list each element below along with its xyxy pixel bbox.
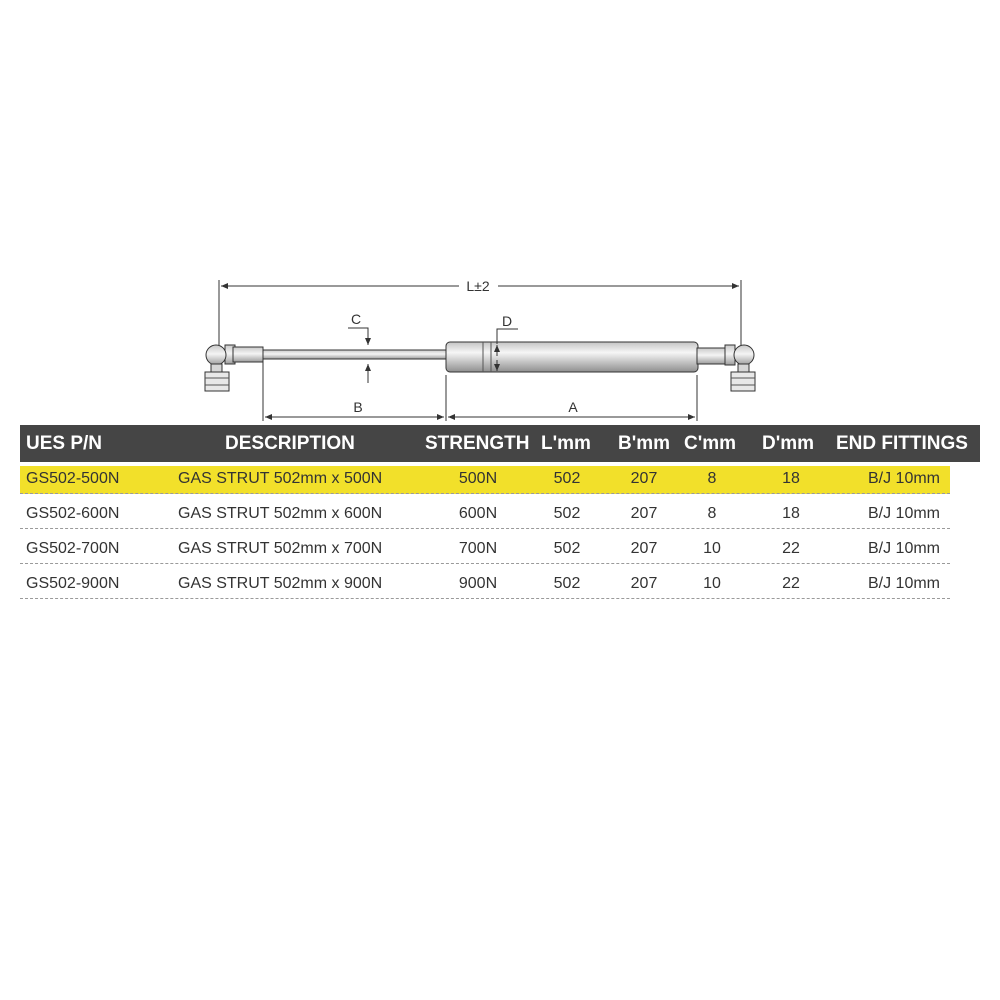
- cell-part-number: GS502-600N: [26, 505, 120, 522]
- cell-c-mm: 8: [707, 470, 717, 487]
- cell-description: GAS STRUT 502mm x 600N: [178, 505, 383, 522]
- left-ball-joint: [205, 345, 263, 391]
- table-row: [20, 567, 980, 602]
- table-row: [20, 532, 980, 567]
- dimension-L-label: L±2: [466, 278, 490, 294]
- dimension-L: [219, 278, 741, 345]
- header-end-fittings: END FITTINGS: [836, 433, 968, 454]
- cell-c-mm: 10: [703, 575, 721, 592]
- row-divider: [20, 598, 950, 599]
- row-divider: [20, 563, 950, 564]
- table-row: [20, 462, 980, 497]
- cell-c-mm: 8: [707, 505, 717, 522]
- cell-strength: 500N: [458, 470, 498, 487]
- header-description: DESCRIPTION: [225, 433, 355, 454]
- gas-strut-diagram: [0, 0, 1000, 425]
- cell-l-mm: 502: [553, 470, 581, 487]
- right-ball-joint: [697, 345, 755, 391]
- row-divider: [20, 493, 950, 494]
- cell-end-fittings: B/J 10mm: [867, 470, 941, 487]
- header-b-mm: B'mm: [618, 433, 671, 454]
- dimension-C-label: C: [350, 311, 362, 327]
- cell-end-fittings: B/J 10mm: [867, 540, 941, 557]
- cell-description: GAS STRUT 502mm x 500N: [178, 470, 383, 487]
- cell-description: GAS STRUT 502mm x 900N: [178, 575, 383, 592]
- cell-part-number: GS502-900N: [26, 575, 120, 592]
- dimension-C: [348, 311, 368, 383]
- cell-description: GAS STRUT 502mm x 700N: [178, 540, 383, 557]
- cell-strength: 600N: [458, 505, 498, 522]
- dimension-D-label: D: [501, 313, 513, 329]
- cell-strength: 700N: [458, 540, 498, 557]
- cell-l-mm: 502: [553, 540, 581, 557]
- cell-end-fittings: B/J 10mm: [867, 575, 941, 592]
- cell-d-mm: 18: [782, 470, 800, 487]
- dimension-A-label: A: [568, 399, 578, 415]
- cell-part-number: GS502-700N: [26, 540, 120, 557]
- cell-part-number: GS502-500N: [26, 470, 120, 487]
- header-part-number: UES P/N: [26, 433, 103, 454]
- cell-l-mm: 502: [553, 505, 581, 522]
- cell-end-fittings: B/J 10mm: [867, 505, 941, 522]
- piston-rod: [263, 350, 448, 359]
- header-c-mm: C'mm: [684, 433, 737, 454]
- cell-b-mm: 207: [630, 470, 658, 487]
- spec-table: [20, 425, 980, 602]
- cell-b-mm: 207: [630, 575, 658, 592]
- cell-c-mm: 10: [703, 540, 721, 557]
- cell-d-mm: 22: [782, 575, 800, 592]
- header-d-mm: D'mm: [762, 433, 815, 454]
- table-row: [20, 497, 980, 532]
- dimension-B-label: B: [353, 399, 363, 415]
- cell-b-mm: 207: [630, 505, 658, 522]
- cylinder-body: [446, 342, 698, 372]
- cell-d-mm: 22: [782, 540, 800, 557]
- table-header: [20, 425, 980, 462]
- row-divider: [20, 528, 950, 529]
- cell-l-mm: 502: [553, 575, 581, 592]
- header-strength: STRENGTH: [425, 433, 530, 454]
- cell-d-mm: 18: [782, 505, 800, 522]
- cell-strength: 900N: [458, 575, 498, 592]
- cell-b-mm: 207: [630, 540, 658, 557]
- header-l-mm: L'mm: [541, 433, 591, 454]
